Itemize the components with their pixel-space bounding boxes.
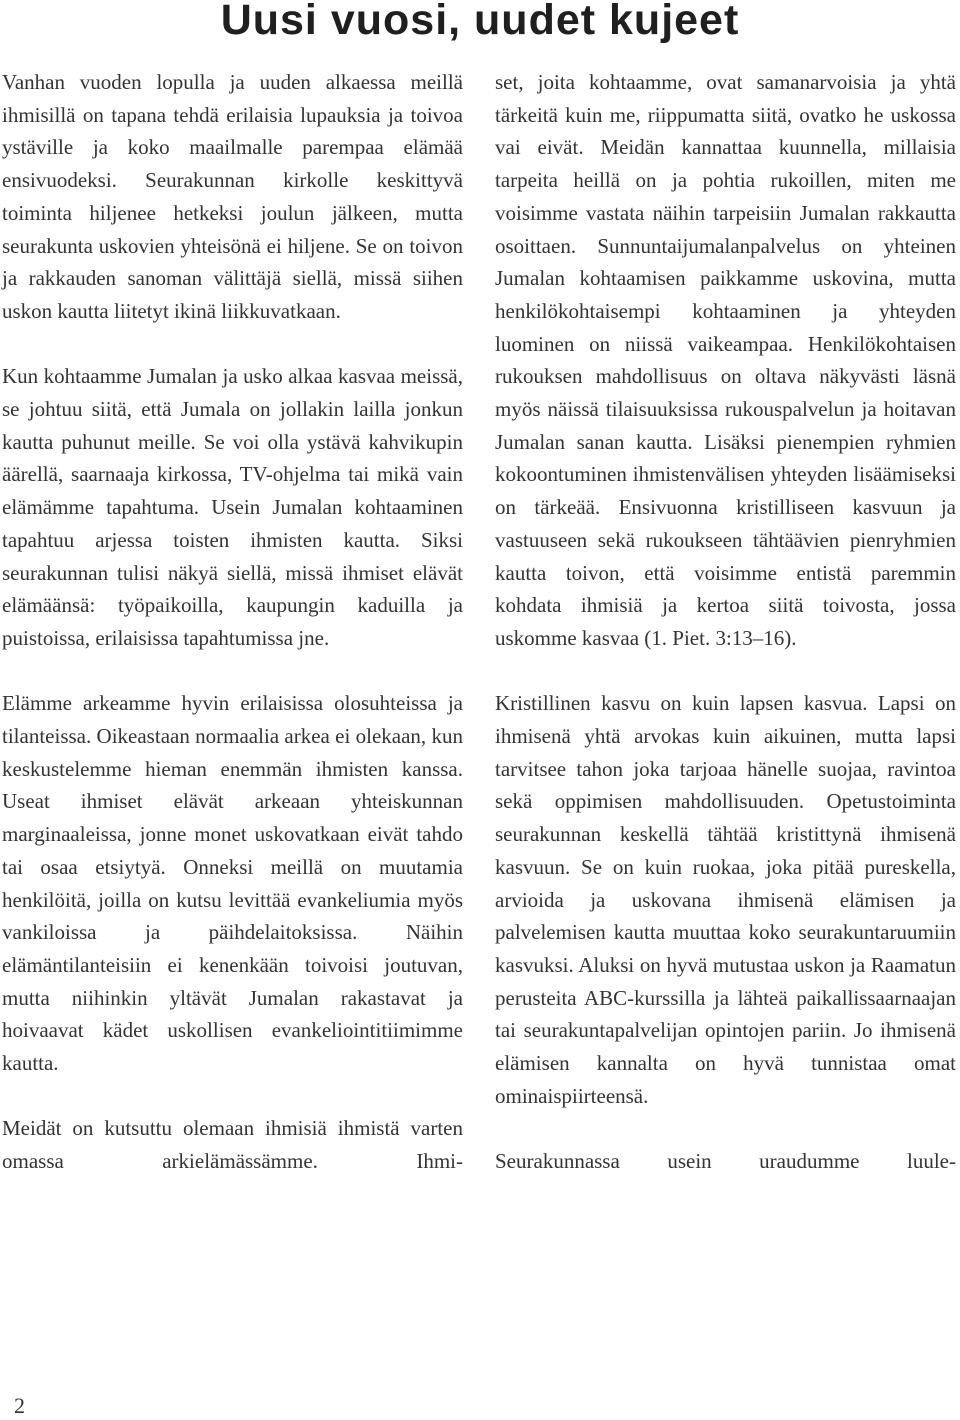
paragraph: set, joita kohtaamme, ovat samanarvoisia ja yhtä tärkeitä kuin me, riippumatta siitä, ovatko he uskossa vai eivät. Meidän kannattaa kuunnella, millaisia tarpeita heillä on ja pohtia rukoillen, miten me voisimme vastata näihin tarpeisiin Jumalan rakkautta osoittaen. Sunnuntaijumalanpalvelus on yhteinen Jumalan kohtaamisen paikkamme uskovina, mutta henkilökohtaisempi kohtaaminen ja yhteyden luominen on niissä vaikeampaa. Henkilökohtaisen rukouksen mahdollisuus on oltava näkyvästi läsnä myös näissä tilaisuuksissa rukouspalvelun ja hoitavan Jumalan sanan kautta. Lisäksi pienempien ryhmien kokoontuminen ihmistenvälisen yhteyden lisäämiseksi on tärkeää. Ensivuonna kristilliseen kasvuun ja vastuuseen sekä rukoukseen tähtäävien pienryhmien kautta toivon, että voisimme entistä paremmin kohdata ihmisiä ja kertoa siitä toivosta, jossa uskomme kasvaa (1. Piet. 3:13–16). <box>495 70 956 650</box>
paragraph: Kun kohtaamme Jumalan ja usko alkaa kasvaa meissä, se johtuu siitä, että Jumala on jollakin lailla jonkun kautta puhunut meille. Se voi olla ystävä kahvikupin äärellä, saarnaaja kirkossa, TV-ohjelma tai mikä vain elämämme tapahtuma. Usein Jumalan kohtaaminen tapahtuu arjessa toisten ihmisten kautta. Siksi seurakunnan tulisi näkyä siellä, missä ihmiset elävät elämäänsä: työpaikoilla, kaupungin kaduilla ja puistoissa, erilaisissa tapahtumissa jne. <box>2 364 463 650</box>
paragraph: Meidät on kutsuttu olemaan ihmisiä ihmistä varten omassa arkielämässämme. Ihmi- <box>2 1116 463 1174</box>
paragraph: Kristillinen kasvu on kuin lapsen kasvua. Lapsi on ihmisenä yhtä arvokas kuin aikuinen, mutta lapsi tarvitsee tahon joka tarjoaa hänelle suojaa, ravintoa sekä oppimisen mahdollisuuden. Opetustoiminta seurakunnan keskellä tähtää kristittynä ihmisenä kasvuun. Se on kuin ruokaa, joka pitää pureskella, arvioida ja uskovana ihmisenä elämisen ja palvelemisen kautta muuttaa koko seurakuntaruumiin kasvuksi. Aluksi on hyvä mutustaa uskon ja Raamatun perusteita ABC-kurssilla ja lähteä paikallissaarnaajan tai seurakuntapalvelijan opintojen pariin. Jo ihmisenä elämisen kannalta on hyvä tunnistaa omat ominaispiirteensä. <box>495 691 956 1108</box>
right-column <box>495 66 956 1178</box>
page-number: 2 <box>14 1393 25 1418</box>
article-title-text: Uusi vuosi, uudet kujeet <box>220 0 740 44</box>
paragraph: Vanhan vuoden lopulla ja uuden alkaessa meillä ihmisillä on tapana tehdä erilaisia lupauksia ja toivoa ystäville ja koko maailmalle parempaa elämää ensivuodeksi. Seurakunnan kirkolle keskittyvä toiminta hiljenee hetkeksi joulun jälkeen, mutta seurakunta uskovien yhteisönä ei hiljene. Se on toivon ja rakkauden sanoman välittäjä siellä, missä siihen uskon kautta liitetyt ikinä liikkuvatkaan. <box>2 70 463 323</box>
left-column <box>2 66 463 1178</box>
paragraph: Elämme arkeamme hyvin erilaisissa olosuhteissa ja tilanteissa. Oikeastaan normaalia arkea ei olekaan, kun keskustelemme hieman enemmän ihmisten kanssa. Useat ihmiset elävät arkeaan yhteiskunnan marginaaleissa, jonne monet uskovatkaan eivät tahdo tai osaa etsiytyä. Onneksi meillä on muutamia henkilöitä, joilla on kutsu levittää evankeliumia myös vankiloissa ja päihdelaitoksissa. Näihin elämäntilanteisiin ei kenenkään toivoisi joutuvan, mutta niihinkin yltävät Jumalan rakastavat ja hoivaavat kädet uskollisen evankeliointitiimimme kautta. <box>2 691 463 1076</box>
article-title <box>0 0 960 46</box>
paragraph: Seurakunnassa usein uraudumme luule- <box>495 1149 956 1174</box>
